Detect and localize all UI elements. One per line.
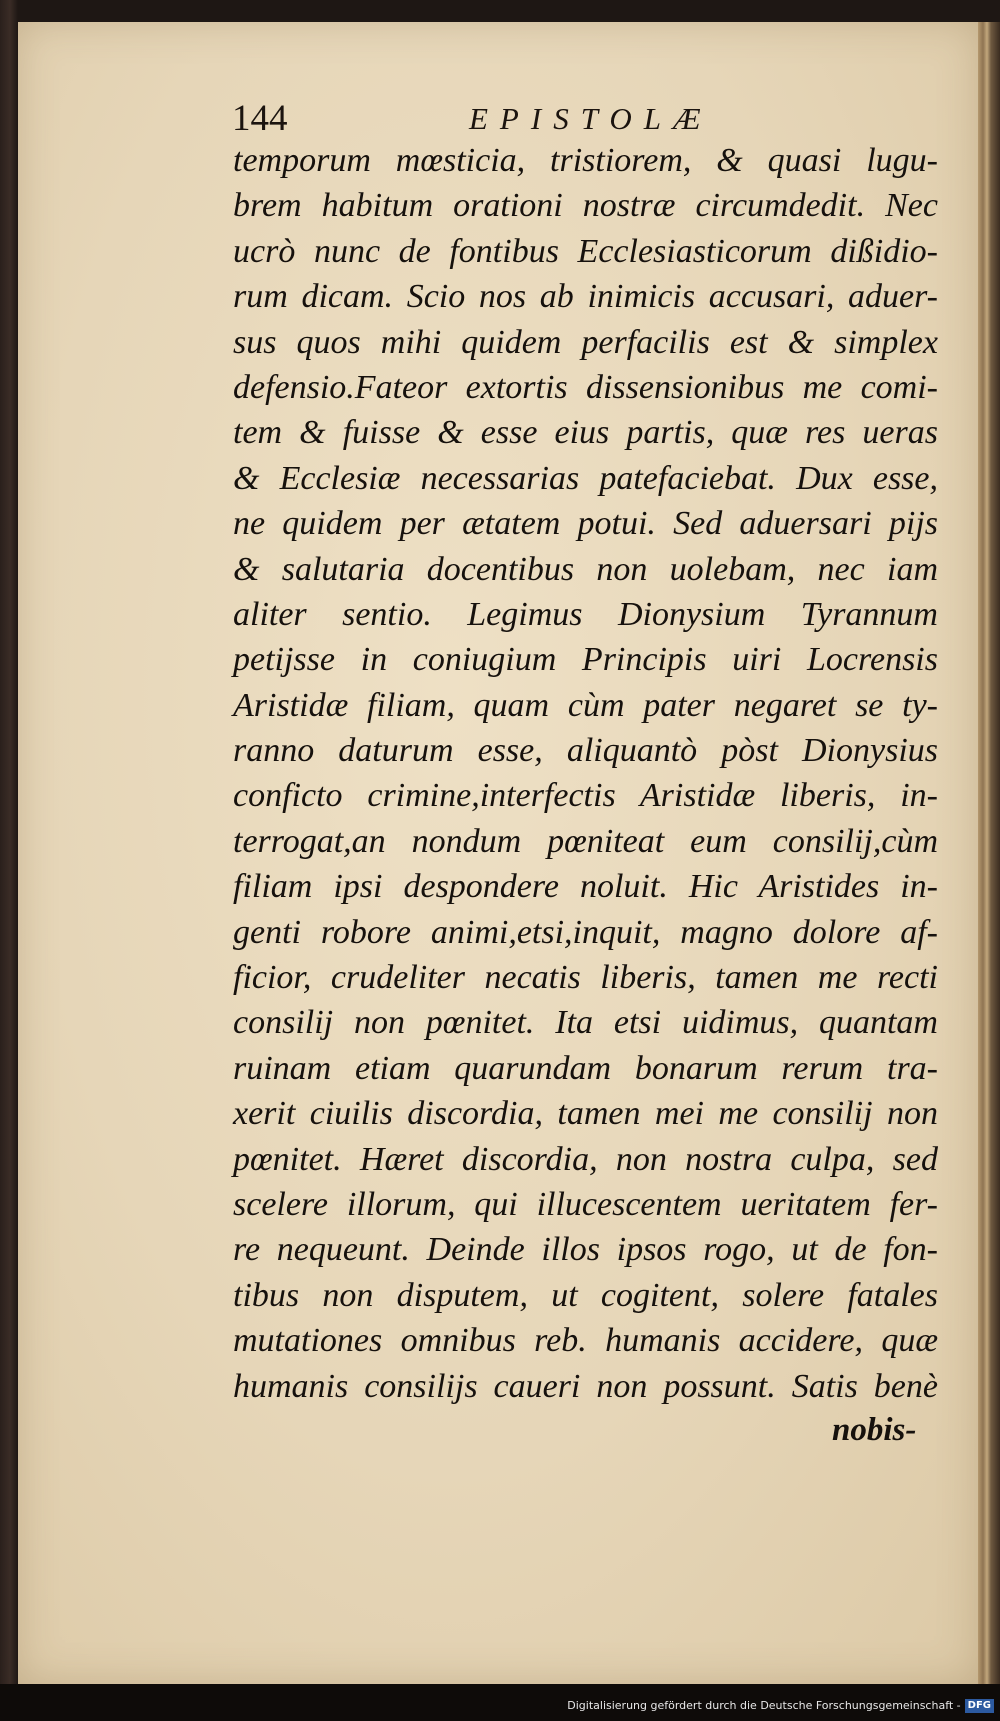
text-line: terrogat,an nondum pœniteat eum consilij,cùm (233, 822, 938, 860)
body-text (233, 138, 938, 1409)
text-line: & Ecclesiæ necessarias patefaciebat. Dux esse, (233, 459, 938, 497)
catchword: nobis- (832, 1412, 917, 1448)
text-line: brem habitum orationi nostræ circumdedit. Nec (233, 187, 938, 225)
text-line: ruinam etiam quarundam bonarum rerum tra- (233, 1049, 938, 1087)
text-line: ne quidem per ætatem potui. Sed aduersari pijs (233, 505, 938, 543)
digitization-credit (567, 1699, 994, 1713)
scan-footer-band (0, 1684, 1000, 1721)
text-line: consilij non pœnitet. Ita etsi uidimus, quantam (233, 1004, 938, 1042)
text-line: xerit ciuilis discordia, tamen mei me consilij non (233, 1095, 938, 1133)
text-line: mutationes omnibus reb. humanis accidere, quæ (233, 1322, 938, 1360)
text-line: filiam ipsi despondere noluit. Hic Aristides in- (233, 868, 938, 906)
running-head: EPISTOLÆ (469, 101, 713, 136)
text-line: ficior, crudeliter necatis liberis, tamen me recti (233, 959, 938, 997)
credit-text: Digitalisierung gefördert durch die Deutsche Forschungsgemeinschaft - (567, 1699, 961, 1712)
text-line: scelere illorum, qui illucescentem ueritatem fer- (233, 1185, 938, 1223)
text-line: conficto crimine,interfectis Aristidæ liberis, in- (233, 777, 938, 815)
text-line: ranno daturum esse, aliquantò pòst Dionysius (233, 732, 938, 770)
page-edge-stack (978, 22, 1000, 1684)
text-line: humanis consilijs caueri non possunt. Satis benè (233, 1367, 938, 1405)
text-line: & salutaria docentibus non uolebam, nec iam (233, 550, 938, 588)
text-line: tibus non disputem, ut cogitent, solere fatales (233, 1276, 938, 1314)
text-line: defensio.Fateor extortis dissensionibus me comi- (233, 368, 938, 406)
text-line: tem & fuisse & esse eius partis, quæ res ueras (233, 414, 938, 452)
text-line: re nequeunt. Deinde illos ipsos rogo, ut de fon- (233, 1231, 938, 1269)
text-line: Aristidæ filiam, quam cùm pater negaret se ty- (233, 686, 938, 724)
page-number: 144 (232, 98, 288, 139)
text-line: sus quos mihi quidem perfacilis est & simplex (233, 323, 938, 361)
text-line: ucrò nunc de fontibus Ecclesiasticorum dißidio- (233, 232, 938, 270)
text-line: aliter sentio. Legimus Dionysium Tyrannum (233, 595, 938, 633)
text-line: genti robore animi,etsi,inquit, magno dolore af- (233, 913, 938, 951)
text-line: pœnitet. Hæret discordia, non nostra culpa, sed (233, 1140, 938, 1178)
text-line: petijsse in coniugium Principis uiri Locrensis (233, 641, 938, 679)
text-line: rum dicam. Scio nos ab inimicis accusari, aduer- (233, 278, 938, 316)
text-line: temporum mœsticia, tristiorem, & quasi lugu- (233, 142, 938, 179)
dfg-logo-icon: DFG (965, 1699, 994, 1713)
